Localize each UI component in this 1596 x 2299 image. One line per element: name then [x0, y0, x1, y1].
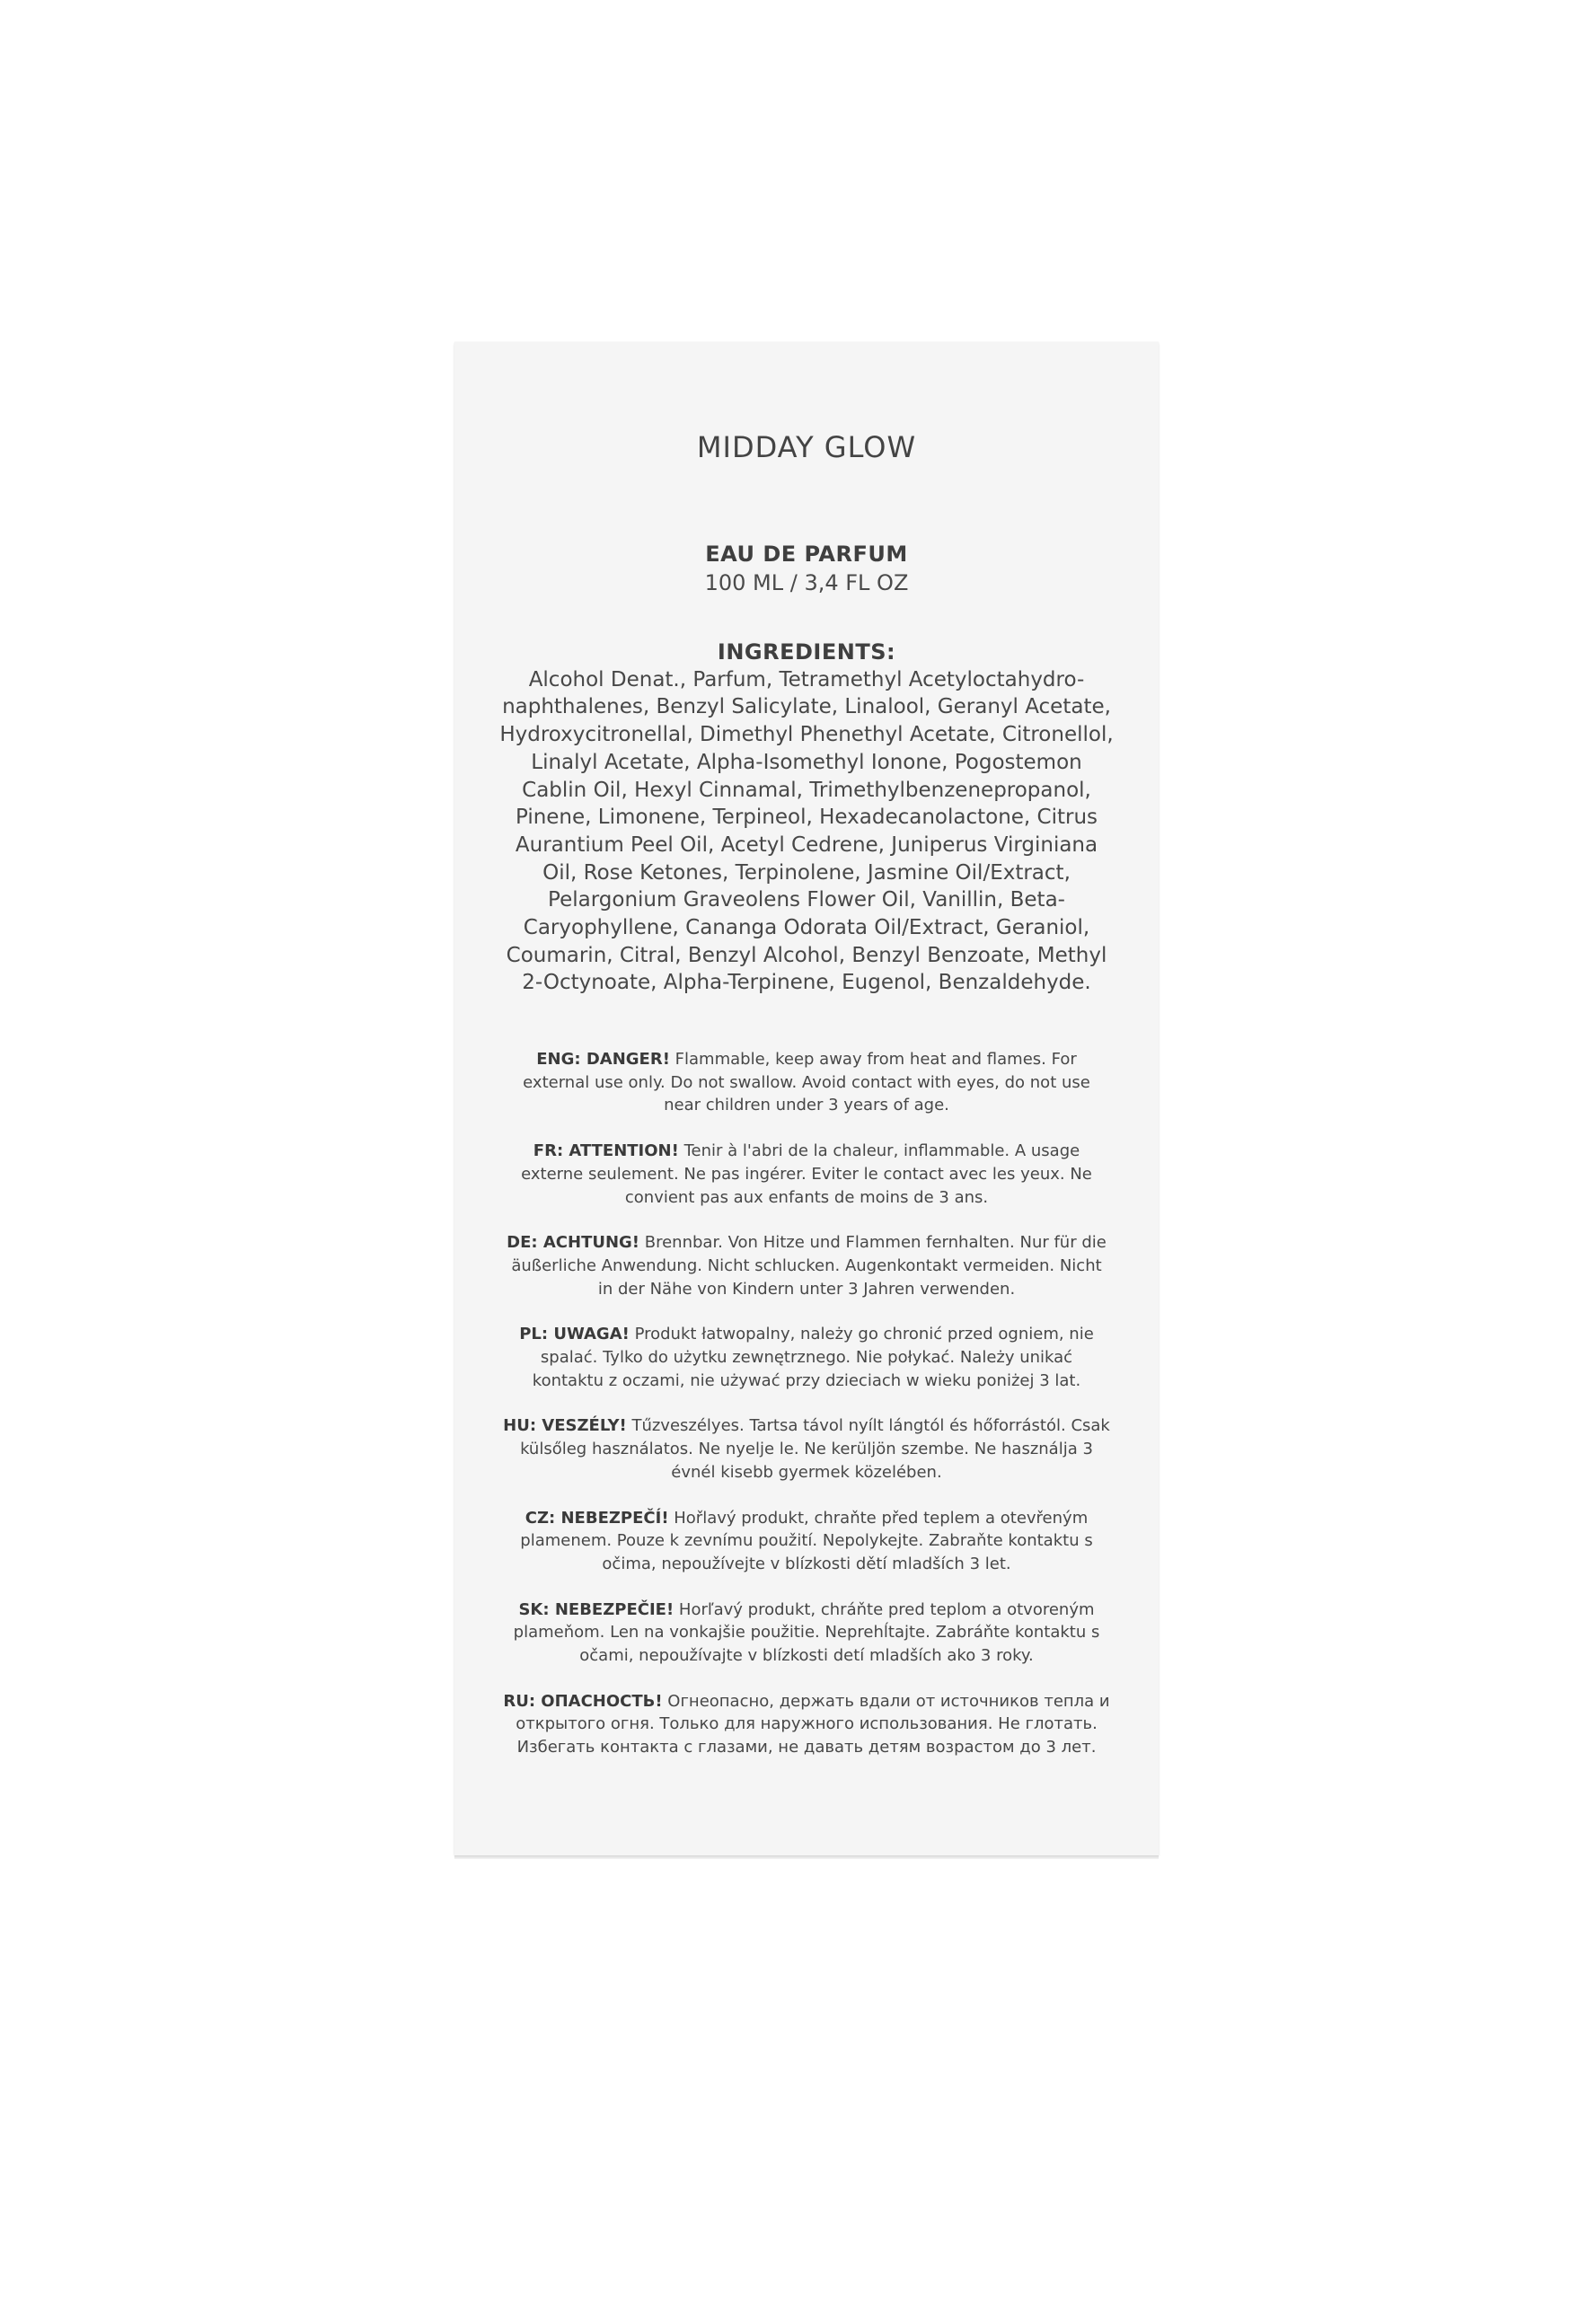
- warning-text: Produkt łatwopalny, należy go chronić przed ogniem, nie spalać. Tylko do użytku zewnętrznego. Nie połykać. Należy unikać kontaktu z oczami, nie używać przy dzieciach w wieku poniżej 3 lat.: [532, 1325, 1094, 1390]
- warning-ru: [496, 1690, 1117, 1759]
- warning-text: Огнеопасно, держать вдали от источников тепла и открытого огня. Только для наружного использования. Не глотать. Избегать контакта с глазами, не давать детям возрастом до 3 лет.: [516, 1691, 1110, 1757]
- perfume-box-back-label: [454, 342, 1159, 1855]
- warning-lead: SK: NEBEZPEČIE!: [518, 1599, 675, 1619]
- warning-pl: [496, 1323, 1117, 1392]
- product-volume: 100 ML / 3,4 FL OZ: [704, 570, 909, 595]
- warning-lead: CZ: NEBEZPEČÍ!: [525, 1508, 669, 1528]
- warning-sk: [496, 1599, 1117, 1668]
- warning-lead: FR: ATTENTION!: [533, 1141, 679, 1161]
- warning-lead: DE: ACHTUNG!: [507, 1233, 640, 1253]
- warning-de: [496, 1231, 1117, 1300]
- product-info: [454, 540, 1159, 597]
- warning-lead: ENG: DANGER!: [536, 1050, 670, 1069]
- warning-text: Tűzveszélyes. Tartsa távol nyílt lángtól és hőforrástól. Csak külsőleg használatos. Ne nyelje le. Ne kerüljön szembe. Ne használja 3 évnél kisebb gyermek közelében.: [520, 1416, 1110, 1482]
- warning-lead: PL: UWAGA!: [519, 1325, 630, 1344]
- ingredients-section: [487, 639, 1126, 997]
- warning-text: Brennbar. Von Hitze und Flammen fernhalten. Nur für die äußerliche Anwendung. Nicht schlucken. Augenkontakt vermeiden. Nicht in der Nähe von Kindern unter 3 Jahren verwenden.: [511, 1233, 1107, 1299]
- warning-eng: [496, 1048, 1117, 1117]
- warning-lead: HU: VESZÉLY!: [503, 1416, 627, 1436]
- warning-text: Horľavý produkt, chráňte pred teplom a otvoreným plameňom. Len na vonkajšie použitie. Neprehĺtajte. Zabráňte kontaktu s očami, nepoužívajte v blízkosti detí mladších ako 3 roky.: [513, 1599, 1100, 1666]
- warning-cz: [496, 1507, 1117, 1576]
- safety-warnings: [496, 1048, 1117, 1782]
- warning-text: Tenir à l'abri de la chaleur, inflammable. A usage externe seulement. Ne pas ingérer. Eviter le contact avec les yeux. Ne convient pas aux enfants de moins de 3 ans.: [521, 1141, 1092, 1207]
- ingredients-list: Alcohol Denat., Parfum, Tetramethyl Acetyloctahydro-naphthalenes, Benzyl Salicylate, Linalool, Geranyl Acetate, Hydroxycitronellal, Dimethyl Phenethyl Acetate, Citronellol, Linalyl Acetate, Alpha-Isomethyl Ionone, Pogostemon Cablin Oil, Hexyl Cinnamal, Trimethylbenzenepropanol, Pinene, Limonene, Terpineol, Hexadecanolactone, Citrus Aurantium Peel Oil, Acetyl Cedrene, Juniperus Virginiana Oil, Rose Ketones, Terpinolene, Jasmine Oil/Extract, Pelargonium Graveolens Flower Oil, Vanillin, Beta-Caryophyllene, Cananga Odorata Oil/Extract, Geraniol, Coumarin, Citral, Benzyl Alcohol, Benzyl Benzoate, Methyl 2-Octynoate, Alpha-Terpinene, Eugenol, Benzaldehyde.: [499, 667, 1114, 995]
- warning-fr: [496, 1140, 1117, 1209]
- warning-hu: [496, 1414, 1117, 1484]
- product-title: MIDDAY GLOW: [696, 430, 917, 464]
- product-type: EAU DE PARFUM: [705, 542, 908, 567]
- warning-lead: RU: ОПАСНОСТЬ!: [503, 1691, 663, 1711]
- warning-text: Hořlavý produkt, chraňte před teplem a otevřeným plamenem. Pouze k zevnímu použití. Nepolykejte. Zabraňte kontaktu s očima, nepoužívejte v blízkosti dětí mladších 3 let.: [520, 1508, 1093, 1573]
- ingredients-heading: INGREDIENTS:: [717, 639, 896, 665]
- warning-text: Flammable, keep away from heat and flames. For external use only. Do not swallow. Avoid contact with eyes, do not use near children under 3 years of age.: [523, 1050, 1090, 1115]
